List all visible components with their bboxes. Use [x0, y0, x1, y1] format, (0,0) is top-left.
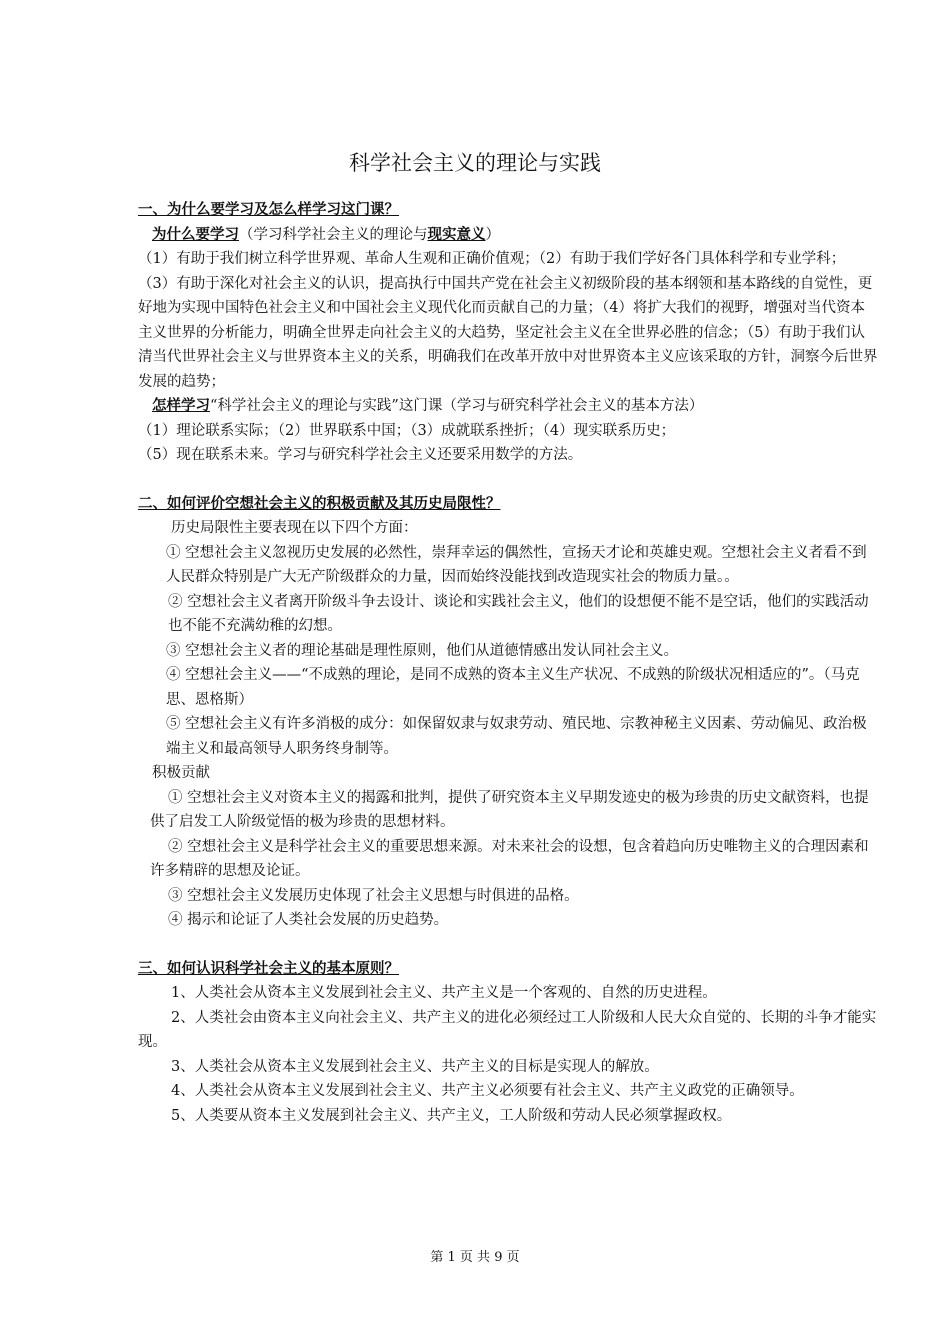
limitation-5: ⑤ 空想社会主义有许多消极的成分：如保留奴隶与奴隶劳动、殖民地、宗教神秘主义因素、劳动偏见、政治极端主义和最高领导人职务终身制等。	[166, 716, 867, 757]
principle-4: 4、人类社会从资本主义发展到社会主义、共产主义必须要有社会主义、共产主义政党的正确领导。	[171, 1083, 804, 1099]
limitations-intro: 历史局限性主要表现在以下四个方面：	[171, 520, 418, 536]
principle-2: 2、人类社会由资本主义向社会主义、共产主义的进化必须经过工人阶级和人民大众自觉的、长期的斗争才能实现。	[138, 1009, 877, 1050]
document-body	[138, 198, 878, 1128]
document-title: 科学社会主义的理论与实践	[349, 151, 601, 175]
why-study-line	[138, 223, 878, 248]
limitation-4: ④ 空想社会主义——“不成熟的理论，是同不成熟的资本主义生产状况、不成熟的阶级状况相适应的”。（马克思、恩格斯）	[166, 667, 860, 708]
limitation-2: ② 空想社会主义者离开阶级斗争去设计、谈论和实践社会主义，他们的设想便不能不是空话，他们的实践活动也不能不充满幼稚的幻想。	[168, 593, 869, 634]
method-line-1: （1）理论联系实际；（2）世界联系中国；（3）成就联系挫折；（4）现实联系历史；	[138, 422, 676, 439]
section-1-heading: 一、为什么要学习及怎么样学习这门课？	[138, 202, 399, 218]
contribution-2: ② 空想社会主义是科学社会主义的重要思想来源。对未来社会的设想，包含着趋向历史唯物主义的合理因素和许多精辟的思想及论证。	[150, 838, 869, 879]
principle-5: 5、人类要从资本主义发展到社会主义、共产主义，工人阶级和劳动人民必须掌握政权。	[171, 1107, 732, 1124]
contribution-1: ① 空想社会主义对资本主义的揭露和批判，提供了研究资本主义早期发迹史的极为珍贵的历史文献资料，也提供了启发工人阶级觉悟的极为珍贵的思想材料。	[150, 789, 869, 830]
section-3-heading: 三、如何认识科学社会主义的基本原则？	[138, 960, 399, 977]
why-study-label: 为什么要学习	[152, 226, 239, 243]
how-study-rest: “科学社会主义的理论与实践”这门课（学习与研究科学社会主义的基本方法）	[210, 398, 704, 414]
contribution-4: ④ 揭示和论证了人类社会发展的历史趋势。	[168, 912, 449, 928]
why-study-paren-a: （学习科学社会主义的理论与	[239, 226, 428, 243]
principle-3: 3、人类社会从资本主义发展到社会主义、共产主义的目标是实现人的解放。	[171, 1058, 659, 1075]
principle-1: 1、人类社会从资本主义发展到社会主义、共产主义是一个客观的、自然的历史进程。	[171, 985, 717, 1001]
why-study-paren-c: ）	[485, 226, 500, 243]
section-2-heading: 二、如何评价空想社会主义的积极贡献及其历史局限性？	[138, 495, 501, 512]
how-study-line	[138, 394, 878, 419]
method-line-2: （5）现在联系未来。学习与研究科学社会主义还要采用数学的方法。	[138, 447, 583, 463]
page-footer: 第 1 页 共 9 页	[430, 1250, 520, 1265]
why-study-point-1: （1）有助于我们树立科学世界观、革命人生观和正确价值观；（2）有助于我们学好各门具体科学和专业学科；	[138, 251, 846, 267]
contributions-label: 积极贡献	[152, 765, 210, 781]
why-study-point-2: （3）有助于深化对社会主义的认识，提高执行中国共产党在社会主义初级阶段的基本纲领和基本路线的自觉性，更好地为实现中国特色社会主义和中国社会主义现代化而贡献自己的力量；（4）将扩大我们的视野，增强对当代资本主义世界的分析能力，明确全世界走向社会主义的大趋势，坚定社会主义在全世界必胜的信念；（5）有助于我们认清当代世界社会主义与世界资本主义的关系，明确我们在改革开放中对世界资本主义应该采取的方针，洞察今后世界发展的趋势；	[138, 275, 878, 390]
contribution-3: ③ 空想社会主义发展历史体现了社会主义思想与时俱进的品格。	[168, 887, 579, 904]
limitation-3: ③ 空想社会主义者的理论基础是理性原则，他们从道德情感出发认同社会主义。	[166, 642, 679, 659]
how-study-label: 怎样学习	[152, 398, 210, 414]
why-study-paren-b: 现实意义	[427, 226, 486, 243]
limitation-1: ① 空想社会主义忽视历史发展的必然性，崇拜幸运的偶然性，宣扬天才论和英雄史观。空想社会主义者看不到人民群众特别是广大无产阶级群众的力量，因而始终没能找到改造现实社会的物质力量。。	[166, 544, 867, 585]
